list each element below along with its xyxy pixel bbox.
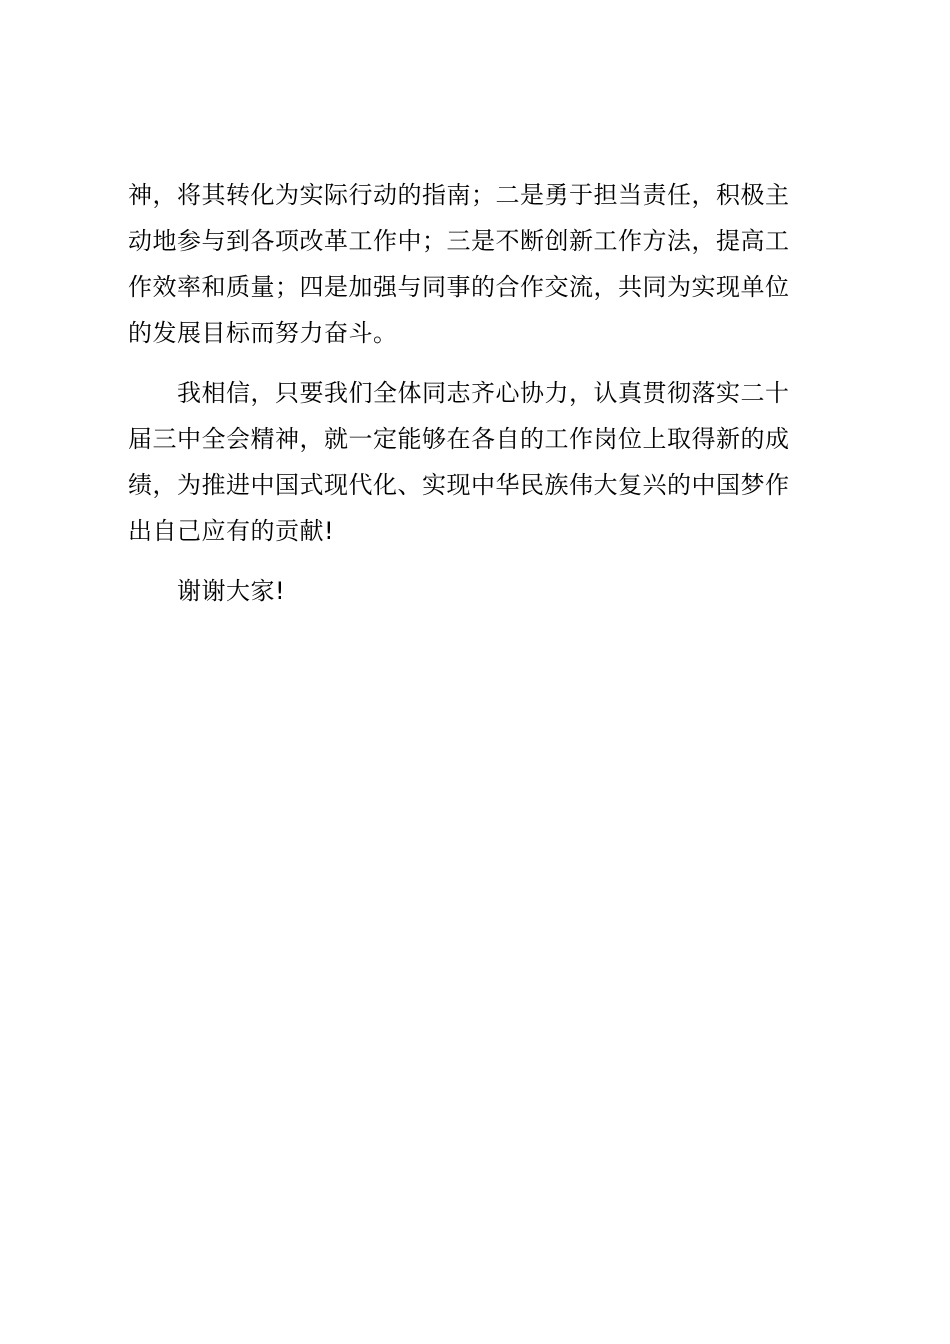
- paragraph-line: 出自己应有的贡献!: [128, 517, 335, 545]
- paragraph-line: 动地参与到各项改革工作中；三是不断创新工作方法，提高工: [128, 227, 790, 255]
- paragraph-line: 的发展目标而努力奋斗。: [128, 319, 398, 347]
- paragraph-line: 绩，为推进中国式现代化、实现中华民族伟大复兴的中国梦作: [128, 471, 790, 499]
- document-body: [128, 172, 832, 614]
- paragraph-line: 谢谢大家!: [177, 577, 286, 605]
- paragraph-line: 作效率和质量；四是加强与同事的合作交流，共同为实现单位: [128, 273, 790, 301]
- paragraph-belief: [128, 370, 832, 554]
- paragraph-work-plan: [128, 172, 832, 356]
- paragraph-line: 神，将其转化为实际行动的指南；二是勇于担当责任，积极主: [128, 181, 790, 209]
- paragraph-thanks: [128, 568, 832, 614]
- paragraph-line: 届三中全会精神，就一定能够在各自的工作岗位上取得新的成: [128, 425, 790, 453]
- paragraph-line: 我相信，只要我们全体同志齐心协力，认真贯彻落实二十: [177, 379, 790, 407]
